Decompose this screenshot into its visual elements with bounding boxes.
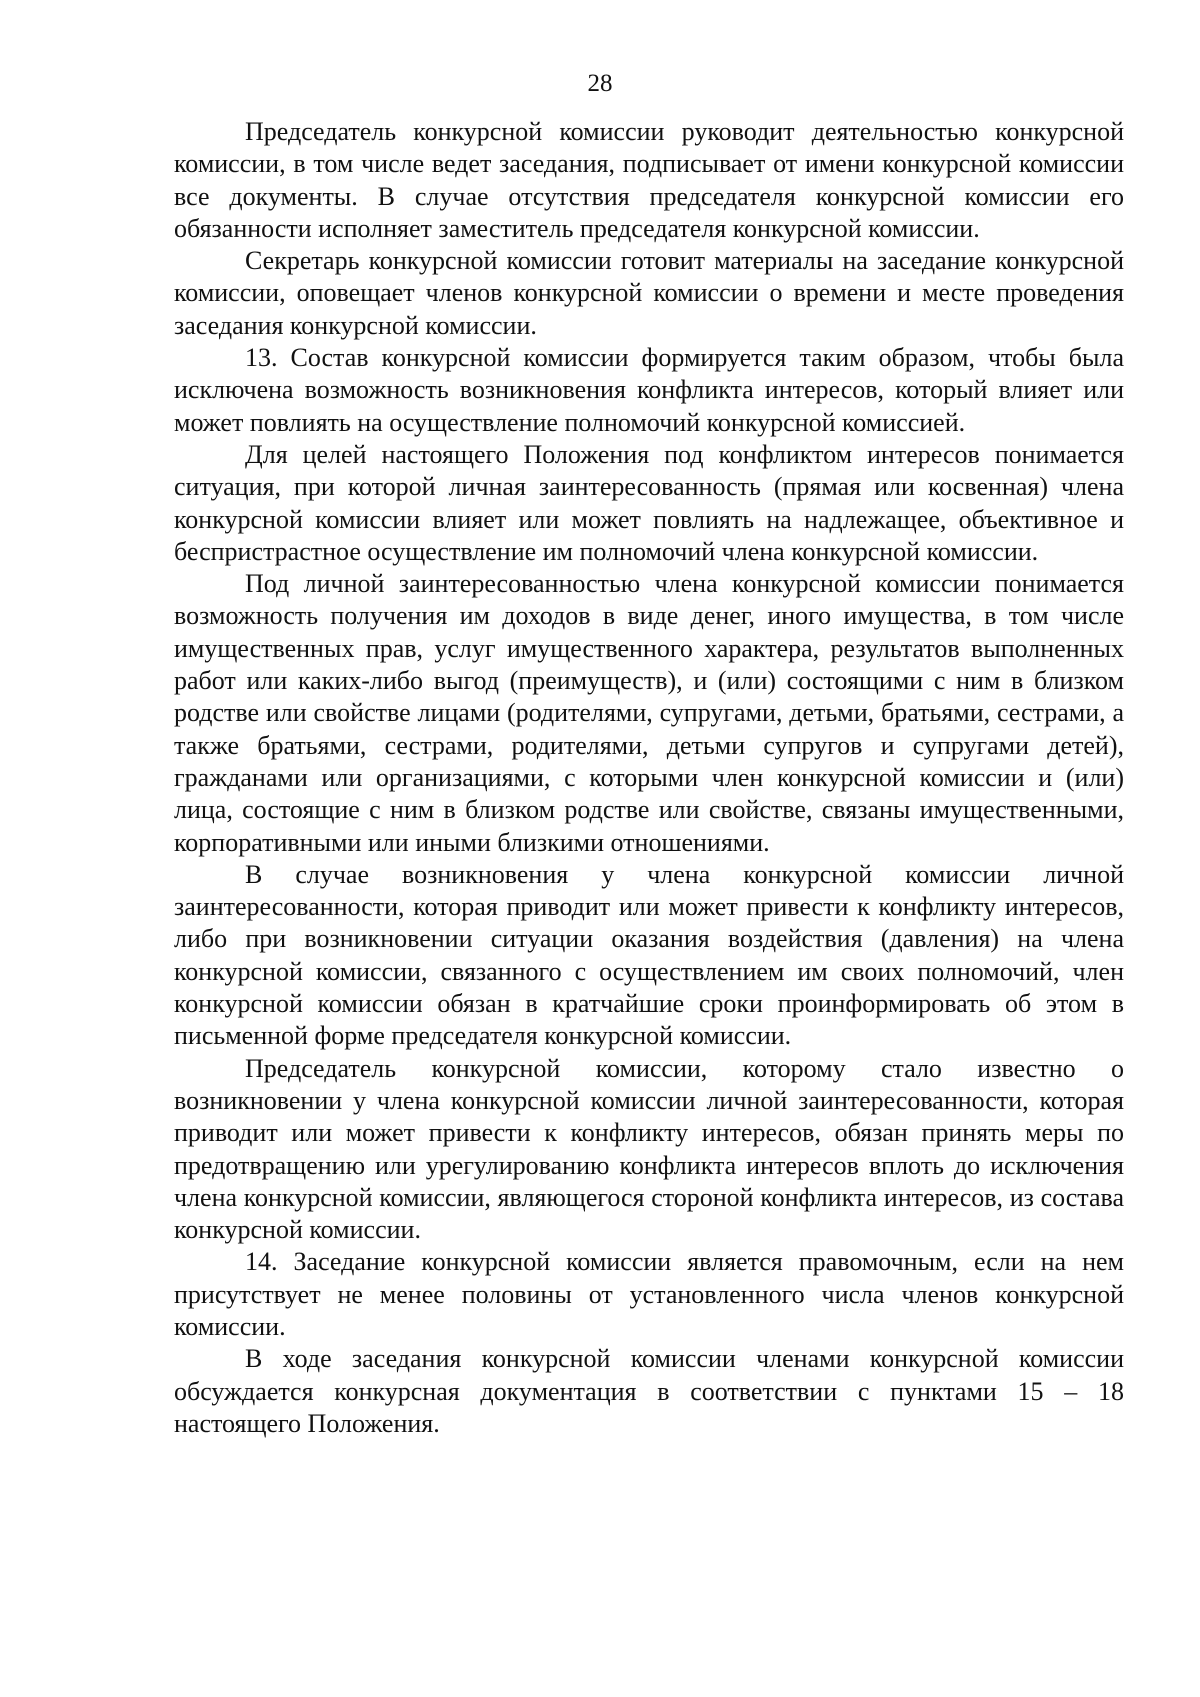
paragraph-member-obligation: В случае возникновения у члена конкурсной комиссии личной заинтересованности, которая приводит или может привести к конфликту интересов, либо при возникновении ситуации оказания воздействия (давления) на члена конкурсной комиссии, связанного с осуществлением им своих полномочий, член конкурсной комиссии обязан в кратчайшие сроки проинформировать об этом в письменной форме председателя конкурсной комиссии. xyxy=(174,859,1124,1051)
document-body xyxy=(174,116,1124,1440)
paragraph-item-13: 13. Состав конкурсной комиссии формируется таким образом, чтобы была исключена возможность возникновения конфликта интересов, который влияет или может повлиять на осуществление полномочий конкурсной комиссией. xyxy=(174,343,1124,437)
paragraph-chairman-measures: Председатель конкурсной комиссии, которому стало известно о возникновении у члена конкурсной комиссии личной заинтересованности, которая приводит или может привести к конфликту интересов, обязан принять меры по предотвращению или урегулированию конфликта интересов вплоть до исключения члена конкурсной комиссии, являющегося стороной конфликта интересов, из состава конкурсной комиссии. xyxy=(174,1053,1124,1245)
paragraph-chairman-duties: Председатель конкурсной комиссии руководит деятельностью конкурсной комиссии, в том числе ведет заседания, подписывает от имени конкурсной комиссии все документы. В случае отсутствия председателя конкурсной комиссии его обязанности исполняет заместитель председателя конкурсной комиссии. xyxy=(174,117,1124,243)
page-number: 28 xyxy=(587,70,613,97)
paragraph-secretary-duties: Секретарь конкурсной комиссии готовит материалы на заседание конкурсной комиссии, оповещает членов конкурсной комиссии о времени и месте проведения заседания конкурсной комиссии. xyxy=(174,246,1124,340)
paragraph-conflict-definition: Для целей настоящего Положения под конфликтом интересов понимается ситуация, при которой личная заинтересованность (прямая или косвенная) члена конкурсной комиссии влияет или может повлиять на надлежащее, объективное и беспристрастное осуществление им полномочий члена конкурсной комиссии. xyxy=(174,439,1124,566)
paragraph-meeting-discussion: В ходе заседания конкурсной комиссии членами конкурсной комиссии обсуждается конкурсная документация в соответствии с пунктами 15 – 18 настоящего Положения. xyxy=(174,1344,1124,1438)
paragraph-item-14: 14. Заседание конкурсной комиссии является правомочным, если на нем присутствует не менее половины от установленного числа членов конкурсной комиссии. xyxy=(174,1247,1124,1341)
paragraph-personal-interest: Под личной заинтересованностью члена конкурсной комиссии понимается возможность получения им доходов в виде денег, иного имущества, в том числе имущественных прав, услуг имущественного характера, результатов выполненных работ или каких-либо выгод (преимуществ), и (или) состоящими с ним в близком родстве или свойстве лицами (родителями, супругами, детьми, братьями, сестрами, а также братьями, сестрами, родителями, детьми супругов и супругами детей), гражданами или организациями, с которыми член конкурсной комиссии и (или) лица, состоящие с ним в близком родстве или свойстве, связаны имущественными, корпоративными или иными близкими отношениями. xyxy=(174,569,1124,857)
